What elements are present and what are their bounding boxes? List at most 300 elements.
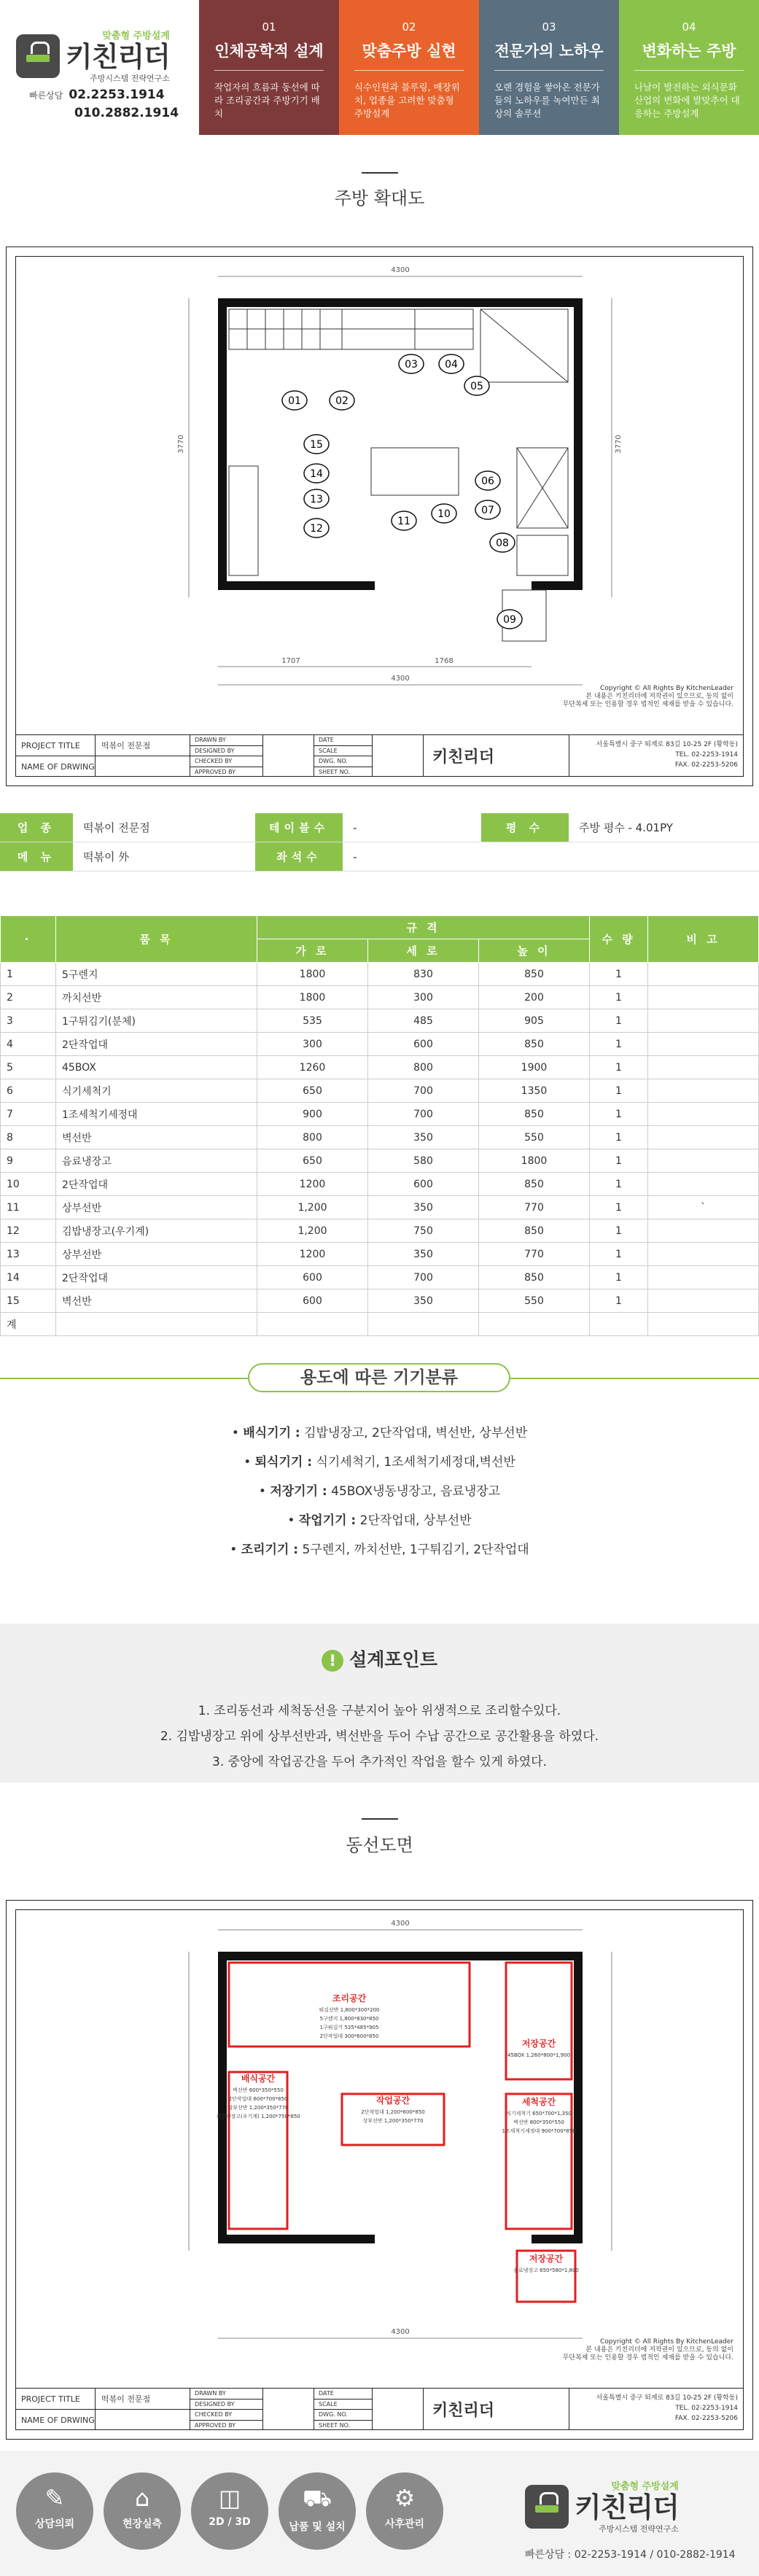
table-cell: 700 [368,1266,479,1289]
copyright-block [563,685,733,709]
brand-logo-icon [525,2485,569,2529]
feature-number: 02 [402,20,416,34]
table-row [1,1173,759,1196]
gear-icon: ⚙ [394,2484,416,2512]
table-cell: 2단작업대 [56,1266,257,1289]
site-survey-button[interactable]: ⌂ 현장실측 [104,2472,181,2550]
section-title-flow-plan: 동선도면 [346,1835,413,1855]
table-cell: 1 [590,1103,648,1126]
table-cell: 2단작업대 [56,1173,257,1196]
class-row: • 저장기기 : 45BOX냉동냉장고, 음료냉장고 [258,1484,501,1499]
feature-title: 변화하는 주방 [642,42,736,60]
menu-label: 메 뉴 [0,842,73,871]
table-row [1,1266,759,1289]
business-value: 떡볶이 전문점 [83,821,150,834]
zone-item: 식기세척기 650*700*1,350 [506,2111,572,2117]
title-block [15,2388,744,2430]
table-cell: 1조세척기세정대 [56,1103,257,1126]
dim-b1: 1707 [281,657,300,665]
table-cell: 350 [368,1289,479,1313]
brand-name: 키친리더 [575,2491,679,2523]
title-block [15,734,744,777]
section-title-line [362,172,398,174]
zone-title: 작업공간 [375,2095,410,2106]
table-row [1,1313,759,1336]
design-points [0,1623,759,1782]
table-cell: 200 [479,986,590,1009]
feature-divider [354,70,464,71]
table-cell: 1 [590,1009,648,1033]
table-cell: 850 [479,1266,590,1289]
table-cell: 1구튀김기(분체) [56,1009,257,1033]
table-cell: 300 [257,1033,368,1056]
drawing-name-label: NAME OF DRWING [21,762,95,772]
dwg-no-label: DWG. NO. [314,2410,372,2421]
zone-item: 2단작업대 1,200*600*850 [361,2109,425,2115]
fax: FAX. 02-2253-5206 [674,2415,738,2422]
table-cell: 850 [479,1103,590,1126]
copyright-note: 무단복제 또는 인용할 경우 법적인 제재를 받을 수 있습니다. [562,701,733,708]
zone-title: 저장공간 [529,2254,564,2264]
table-cell: 1 [590,1173,648,1196]
zone-item: 45BOX 1,260*800*1,900 [507,2052,571,2058]
table-cell: 9 [1,1149,56,1173]
table-cell: 800 [257,1126,368,1149]
table-cell: 580 [368,1149,479,1173]
dimension-lines [189,1930,612,2338]
floor-plan-drawing [7,247,752,714]
col-no: · [1,916,56,963]
table-cell: 5 [1,1056,56,1079]
table-cell [648,1056,759,1079]
brand-logo[interactable] [16,28,170,84]
equipment-number-label: 10 [437,508,451,520]
drawn-by: DRAWN BY [190,2389,262,2400]
table-cell [648,1266,759,1289]
project-title-label: PROJECT TITLE [15,2389,95,2410]
equipment-number-label: 06 [481,476,494,487]
table-cell: 1 [590,1079,648,1103]
approved-by: APPROVED BY [195,2421,236,2429]
table-cell [648,1243,759,1266]
area-label: 평 수 [481,813,569,842]
dim-bottom: 4300 [391,675,410,683]
table-cell [648,1079,759,1103]
table-row [1,1009,759,1033]
table-cell [368,1313,479,1336]
table-cell: 1 [590,1219,648,1243]
zone-item: 5구렌지 1,800*830*850 [319,2016,379,2022]
feature-column-2 [339,0,479,135]
col-note: 비 고 [648,916,759,963]
col-spec: 규 격 [257,916,590,939]
design-point-1: 1. 조리동선과 세척동선을 구분지어 높아 위생적으로 조리할수있다. [198,1704,561,1718]
zone-item: 김밥냉장고(우기계) 1,200*750*850 [216,2114,300,2119]
table-cell [648,986,759,1009]
dim-bottom: 4300 [391,2328,410,2336]
table-cell: 485 [368,1009,479,1033]
equipment-number-label: 05 [470,381,483,392]
design-point-3: 3. 중앙에 작업공간을 두어 추가적인 작업을 할수 있게 하였다. [212,1755,547,1769]
table-cell: 1800 [257,963,368,986]
table-cell: 상부선반 [56,1196,257,1219]
tables-value: - [353,820,357,834]
table-cell [648,1033,759,1056]
table-cell: 350 [368,1126,479,1149]
date-label: DATE [314,2389,372,2400]
truck-icon: ⛟ [302,2484,332,2512]
table-cell: 3 [1,1009,56,1033]
brand-box [0,0,199,135]
col-width: 가 로 [257,939,368,963]
copyright-block [563,2338,733,2362]
copyright-note: 무단복제 또는 인용할 경우 법적인 제재를 받을 수 있습니다. [562,2354,733,2362]
feature-number: 04 [682,20,696,34]
table-cell [648,1149,759,1173]
table-cell [257,1313,368,1336]
table-cell: 1350 [479,1079,590,1103]
table-cell: 8 [1,1126,56,1149]
table-cell: 까치선반 [56,986,257,1009]
table-cell: 550 [479,1289,590,1313]
table-row [1,1033,759,1056]
table-cell [590,1313,648,1336]
col-depth: 세 로 [368,939,479,963]
blueprint-icon: ◫ [218,2484,241,2512]
zone-item: 2단작업대 300*600*850 [319,2033,379,2039]
drawing-name [96,2410,190,2431]
table-cell: 45BOX [56,1056,257,1079]
zone-item: 2단작업대 600*700*850 [228,2096,288,2102]
table-cell: 벽선반 [56,1289,257,1313]
table-cell: 905 [479,1009,590,1033]
feature-column-4 [619,0,759,135]
table-cell: 850 [479,1173,590,1196]
fax: FAX. 02-2253-5206 [674,761,738,769]
menu-value: 떡볶이 外 [83,850,130,864]
table-cell: ` [648,1196,759,1219]
table-row [1,986,759,1009]
flow-plan-drawing [7,1901,752,2367]
feature-desc: 오랜 경험을 쌓아온 전문가들의 노하우를 녹여만든 최상의 솔루션 [494,82,600,119]
design-2d3d-button[interactable]: ◫ 2D / 3D [191,2472,268,2550]
table-cell: 2 [1,986,56,1009]
table-cell: 700 [368,1103,479,1126]
table-cell: 600 [257,1289,368,1313]
sheet-no-label: SHEET NO. [319,2421,351,2429]
zone-title: 저장공간 [521,2038,556,2049]
consult-button[interactable]: ✎ 상담의뢰 [16,2472,93,2550]
table-cell: 350 [368,1243,479,1266]
phone-2[interactable]: 010.2882.1914 [74,106,179,120]
sheet-no-label: SHEET NO. [319,768,351,775]
table-cell: 1,200 [257,1219,368,1243]
table-cell: 1900 [479,1056,590,1079]
table-cell: 12 [1,1219,56,1243]
table-cell: 1800 [479,1149,590,1173]
table-cell: 650 [257,1149,368,1173]
classification-title-bar [0,1363,759,1392]
table-cell: 1 [590,1149,648,1173]
seats-value: - [353,850,357,864]
table-cell: 4 [1,1033,56,1056]
brand-tagline: 맞춤형 주방설계 [102,31,170,42]
brand-logo-icon [16,34,60,78]
table-cell [648,1103,759,1126]
section-title-line [362,1818,398,1820]
drawing-frame-plan [6,247,753,786]
table-row [1,1056,759,1079]
feature-desc: 식수인원과 블루링, 매장위치, 업종을 고려한 맞춤형 주방설계 [354,82,460,119]
designed-by: DESIGNED BY [190,2400,262,2410]
feature-column-3 [479,0,619,135]
brand-tagline: 맞춤형 주방설계 [611,2481,679,2492]
table-cell: 1 [590,1033,648,1056]
equipment-number-label: 02 [335,395,349,407]
table-cell: 1 [590,1056,648,1079]
table-cell: 350 [368,1196,479,1219]
header [0,0,759,135]
table-row [1,1126,759,1149]
table-cell: 2단작업대 [56,1033,257,1056]
equipment-number-label: 04 [445,359,458,371]
table-cell: 650 [257,1079,368,1103]
design-point-2: 2. 김밥냉장고 위에 상부선반과, 벽선반을 두어 수납 공간으로 공간활용을 하였다. [160,1729,599,1744]
business-label: 업 종 [0,813,73,842]
tel: TEL. 02-2253-1914 [675,751,738,759]
zone-item: 1조세척기세정대 900*700*850 [502,2128,576,2134]
equipment-number-label: 11 [397,516,410,527]
footer [0,2451,759,2576]
table-cell: 14 [1,1266,56,1289]
copyright-text: Copyright © All Rights By KitchenLeader [599,2338,733,2346]
table-cell: 600 [368,1173,479,1196]
seats-label: 좌석수 [255,842,343,871]
title-line-left [0,1378,248,1379]
feature-divider [214,70,324,71]
drawing-name-label: NAME OF DRWING [21,2416,95,2425]
consult-icon: ✎ [44,2484,65,2512]
zone-title: 배식공간 [241,2073,276,2084]
zone-item: 벽선반 600*350*550 [233,2087,284,2093]
brand-subtitle: 주방시스템 전략연구소 [90,74,170,83]
table-cell: 1 [590,1243,648,1266]
phone-1[interactable]: 02.2253.1914 [69,88,165,102]
table-cell: 10 [1,1173,56,1196]
dwg-no-label: DWG. NO. [314,756,372,767]
table-row [1,1196,759,1219]
dim-left: 3770 [177,435,185,454]
table-cell [648,1173,759,1196]
table-cell: 1 [590,963,648,986]
table-cell: 1200 [257,1173,368,1196]
drawn-by: DRAWN BY [190,735,262,746]
feature-title: 전문가의 노하우 [494,42,604,60]
table-cell [648,1009,759,1033]
table-row [1,963,759,986]
feature-desc: 작업자의 흐름과 동선에 따라 조리공간과 주방기기 배치 [214,82,320,119]
dim-top: 4300 [391,1920,410,1928]
table-cell: 600 [368,1033,479,1056]
feature-desc: 나날이 발전하는 외식문화 산업의 변화에 발맞추어 대응하는 주방설계 [634,82,740,119]
table-cell: 800 [368,1056,479,1079]
table-cell: 6 [1,1079,56,1103]
table-cell: 식기세척기 [56,1079,257,1103]
drawing-name [96,756,190,777]
copyright-text: Copyright © All Rights By KitchenLeader [599,685,733,692]
zone-item: 음료냉장고 650*580*1,800 [513,2267,579,2273]
table-row [1,1149,759,1173]
table-row [1,1243,759,1266]
classification-title: 용도에 따른 기기분류 [248,1363,510,1392]
address: 서울특별시 중구 퇴계로 83길 10-25 2F (황학동) [596,741,738,748]
checked-by: CHECKED BY [190,756,262,767]
table-cell: 상부선반 [56,1243,257,1266]
equipment-number-label: 01 [288,395,301,407]
project-title-label: PROJECT TITLE [15,735,95,756]
zone-item: 1구튀김기 535*485*905 [319,2025,379,2030]
copyright-note: 본 내용은 키친리더에 저작권이 있으므로, 동의 없이 [585,693,733,700]
title-line-right [510,1378,759,1379]
equipment-number-label: 12 [310,523,323,535]
home-icon: ⌂ [134,2484,150,2512]
col-height: 높 이 [479,939,590,963]
table-cell: 1 [590,1266,648,1289]
table-cell: 600 [257,1266,368,1289]
footer-brand[interactable] [525,2478,679,2534]
table-cell: 830 [368,963,479,986]
dim-b2: 1768 [435,657,454,665]
scale-label: SCALE [314,2400,372,2410]
table-cell: 850 [479,1033,590,1056]
table-row [1,1219,759,1243]
feature-number: 01 [262,20,276,34]
titleblock-logo: 키친리더 [432,2402,495,2420]
equipment-table [0,915,759,1336]
zone-title: 조리공간 [332,1993,367,2003]
design-points-title: ! 설계포인트 [0,1645,759,1672]
contact-label: 빠른상담 [29,90,63,101]
class-row: • 배식기기 : 김밥냉장고, 2단작업대, 벽선반, 상부선반 [231,1426,528,1440]
equipment-number-label: 14 [310,468,323,480]
table-cell: 770 [479,1243,590,1266]
table-cell: 850 [479,1219,590,1243]
table-cell: 700 [368,1079,479,1103]
table-cell [479,1313,590,1336]
brand-name: 키친리더 [66,41,170,73]
table-cell: 1800 [257,986,368,1009]
table-cell: 1 [1,963,56,986]
walls [218,298,583,590]
table-cell: 1,200 [257,1196,368,1219]
table-row [1,1079,759,1103]
table-cell [648,1289,759,1313]
aftercare-button[interactable]: ⚙ 사후관리 [366,2472,443,2550]
table-cell: 1200 [257,1243,368,1266]
checked-by: CHECKED BY [190,2410,262,2421]
zone-title: 세척공간 [521,2097,556,2107]
equipment-outlines [229,309,568,641]
delivery-button[interactable]: ⛟ 납품 및 설치 [279,2472,356,2550]
feature-title: 인체공학적 설계 [214,42,324,60]
date-label: DATE [314,735,372,746]
info-table [0,813,759,872]
titleblock-logo: 키친리더 [432,748,495,767]
equipment-number-label: 15 [310,439,323,451]
table-cell: 13 [1,1243,56,1266]
table-cell [648,1313,759,1336]
zone-item: 상부선반 1,200*350*770 [362,2118,424,2124]
table-cell: 750 [368,1219,479,1243]
drawing-frame-flow [6,1900,753,2440]
area-value: 주방 평수 - 4.01PY [579,821,673,834]
table-cell: 벽선반 [56,1126,257,1149]
table-cell [56,1313,257,1336]
table-cell: 1 [590,1126,648,1149]
table-cell: 535 [257,1009,368,1033]
class-row: • 작업기기 : 2단작업대, 상부선반 [287,1513,472,1528]
col-name: 품 목 [56,916,257,963]
brand-subtitle: 주방시스템 전략연구소 [599,2524,679,2534]
feature-divider [494,70,604,71]
project-title: 떡볶이 전문점 [96,735,190,756]
project-title: 떡볶이 전문점 [96,2389,190,2410]
copyright-note: 본 내용은 키친리더에 저작권이 있으므로, 동의 없이 [585,2346,733,2354]
table-cell: 300 [368,986,479,1009]
equipment-number-label: 07 [481,505,494,516]
dim-right: 3770 [615,435,623,454]
table-cell: 1 [590,1196,648,1219]
class-row: • 조리기기 : 5구렌지, 까치선반, 1구튀김기, 2단작업대 [230,1543,529,1557]
feature-divider [634,70,744,71]
table-row [1,1289,759,1313]
approved-by: APPROVED BY [195,768,236,775]
zone-item: 튀김선반 1,800*300*200 [319,2007,380,2013]
table-row [1,1103,759,1126]
equipment-number-label: 08 [496,538,509,549]
tables-label: 테이블수 [255,813,343,842]
address: 서울특별시 중구 퇴계로 83길 10-25 2F (황학동) [596,2394,738,2402]
feature-title: 맞춤주방 실현 [362,42,456,60]
table-cell: 770 [479,1196,590,1219]
table-cell: 15 [1,1289,56,1313]
exclamation-icon: ! [322,1650,343,1672]
table-cell: 계 [1,1313,56,1336]
table-cell: 550 [479,1126,590,1149]
table-cell [648,1219,759,1243]
equipment-number-label: 13 [310,494,323,505]
table-cell: 7 [1,1103,56,1126]
table-cell: 900 [257,1103,368,1126]
table-cell: 김밥냉장고(우기계) [56,1219,257,1243]
zone-item: 상부선반 1,200*350*770 [227,2105,289,2111]
contact-info [29,86,179,122]
tel: TEL. 02-2253-1914 [675,2405,738,2412]
scale-label: SCALE [314,746,372,757]
col-qty: 수 량 [590,916,648,963]
table-cell: 음료냉장고 [56,1149,257,1173]
table-cell [648,1126,759,1149]
designed-by: DESIGNED BY [190,746,262,757]
table-cell: 5구렌지 [56,963,257,986]
zone-item: 벽선반 800*350*550 [513,2119,564,2125]
class-row: • 퇴식기기 : 식기세척기, 1조세척기세정대,벽선반 [244,1455,515,1470]
equipment-number-label: 09 [503,614,516,626]
section-title-kitchen-plan: 주방 확대도 [334,188,425,209]
table-cell: 1260 [257,1056,368,1079]
feature-column-1 [199,0,339,135]
table-cell: 11 [1,1196,56,1219]
